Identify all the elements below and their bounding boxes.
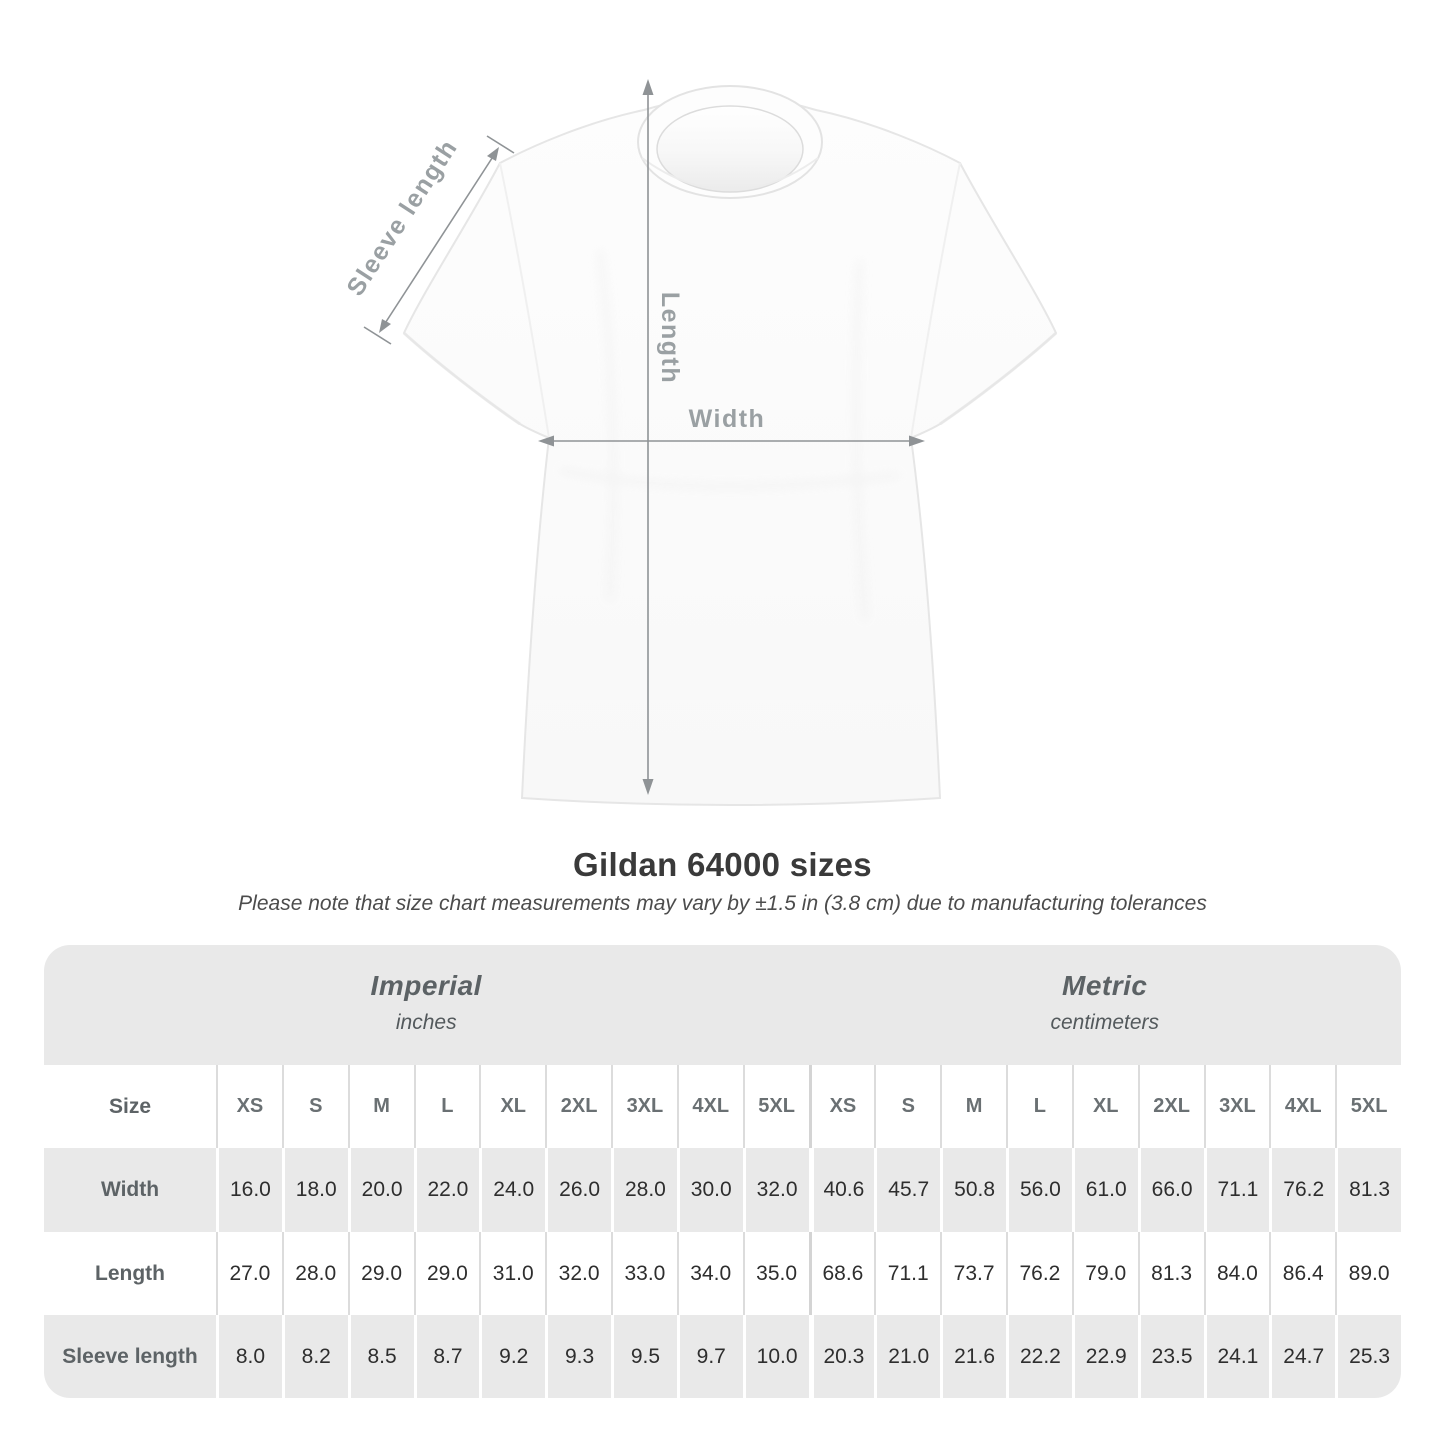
value-cell: 71.1 [874,1232,940,1315]
value-cell: 8.2 [282,1315,348,1398]
value-cell: 28.0 [282,1232,348,1315]
value-cell: 50.8 [940,1148,1006,1232]
value-cell: 35.0 [743,1232,809,1315]
value-cell: 25.3 [1335,1315,1401,1398]
value-cell: 18.0 [282,1148,348,1232]
value-cell: 8.0 [216,1315,282,1398]
value-cell: 22.2 [1006,1315,1072,1398]
size-column-header: XL [1072,1065,1138,1148]
size-column-header: 3XL [611,1065,677,1148]
value-cell: 32.0 [545,1232,611,1315]
size-column-header: 5XL [743,1065,809,1148]
size-column-header: L [1006,1065,1072,1148]
tolerance-note: Please note that size chart measurements may vary by ±1.5 in (3.8 cm) due to manufacturing tolerances [238,892,1207,915]
size-column-header: 5XL [1335,1065,1401,1148]
value-cell: 79.0 [1072,1232,1138,1315]
value-cell: 9.2 [479,1315,545,1398]
value-cell: 20.0 [348,1148,414,1232]
value-cell: 8.5 [348,1315,414,1398]
value-cell: 8.7 [414,1315,480,1398]
value-cell: 86.4 [1269,1232,1335,1315]
value-cell: 21.6 [940,1315,1006,1398]
width-label: Width [688,405,766,433]
value-cell: 24.0 [479,1148,545,1232]
value-cell: 21.0 [874,1315,940,1398]
size-column-header: XS [216,1065,282,1148]
value-cell: 24.1 [1204,1315,1270,1398]
value-cell: 68.6 [809,1232,875,1315]
size-row-label: Size [44,1065,216,1148]
value-cell: 29.0 [414,1232,480,1315]
value-cell: 23.5 [1138,1315,1204,1398]
value-cell: 32.0 [743,1148,809,1232]
metric-group-unit: centimeters [1050,1010,1160,1034]
length-label: Length [656,291,684,385]
value-cell: 29.0 [348,1232,414,1315]
size-column-header: S [874,1065,940,1148]
value-cell: 9.7 [677,1315,743,1398]
size-column-header: 4XL [677,1065,743,1148]
value-cell: 22.0 [414,1148,480,1232]
value-cell: 9.5 [611,1315,677,1398]
value-cell: 33.0 [611,1232,677,1315]
imperial-group-unit: inches [395,1010,457,1034]
imperial-group-header [44,945,809,1065]
size-table-grid [44,945,1401,1398]
size-column-header: XL [479,1065,545,1148]
value-cell: 84.0 [1204,1232,1270,1315]
size-column-header: 4XL [1269,1065,1335,1148]
metric-group-header [809,945,1402,1065]
metric-group-title: Metric [1062,969,1148,1001]
value-cell: 71.1 [1204,1148,1270,1232]
value-cell: 81.3 [1138,1232,1204,1315]
value-cell: 10.0 [743,1315,809,1398]
value-cell: 34.0 [677,1232,743,1315]
page-title: Gildan 64000 sizes [573,846,872,883]
row-label: Width [44,1148,216,1232]
value-cell: 40.6 [809,1148,875,1232]
value-cell: 76.2 [1269,1148,1335,1232]
size-column-header: 2XL [545,1065,611,1148]
value-cell: 24.7 [1269,1315,1335,1398]
value-cell: 26.0 [545,1148,611,1232]
value-cell: 30.0 [677,1148,743,1232]
size-column-header: 3XL [1204,1065,1270,1148]
value-cell: 73.7 [940,1232,1006,1315]
value-cell: 28.0 [611,1148,677,1232]
size-column-header: L [414,1065,480,1148]
value-cell: 16.0 [216,1148,282,1232]
value-cell: 27.0 [216,1232,282,1315]
row-label: Length [44,1232,216,1315]
value-cell: 61.0 [1072,1148,1138,1232]
size-table [44,945,1401,1398]
value-cell: 20.3 [809,1315,875,1398]
row-label: Sleeve length [44,1315,216,1398]
size-column-header: S [282,1065,348,1148]
imperial-group-title: Imperial [370,969,482,1001]
value-cell: 89.0 [1335,1232,1401,1315]
value-cell: 76.2 [1006,1232,1072,1315]
tshirt-body [404,97,1056,805]
value-cell: 81.3 [1335,1148,1401,1232]
value-cell: 31.0 [479,1232,545,1315]
sleeve-length-label: Sleeve length [341,134,464,302]
size-column-header: 2XL [1138,1065,1204,1148]
size-column-header: M [348,1065,414,1148]
value-cell: 9.3 [545,1315,611,1398]
value-cell: 45.7 [874,1148,940,1232]
size-column-header: M [940,1065,1006,1148]
value-cell: 66.0 [1138,1148,1204,1232]
value-cell: 22.9 [1072,1315,1138,1398]
size-column-header: XS [809,1065,875,1148]
value-cell: 56.0 [1006,1148,1072,1232]
